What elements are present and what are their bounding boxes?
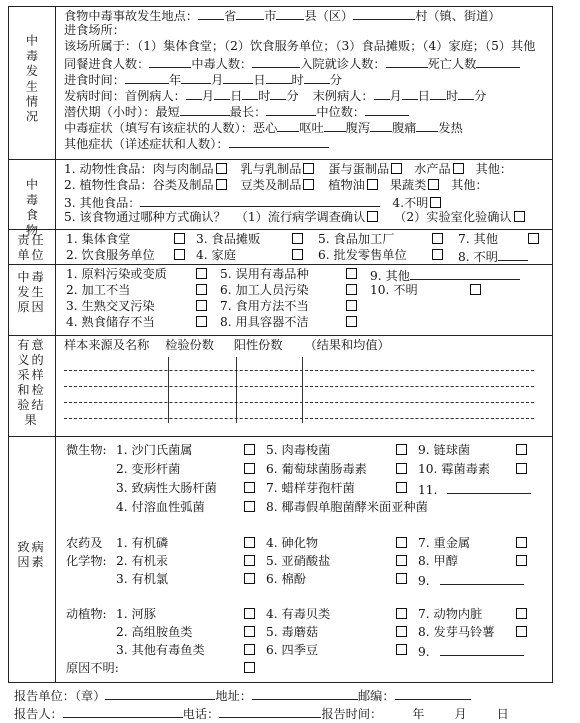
report-unit-field[interactable] xyxy=(105,688,215,700)
food-section xyxy=(64,163,556,227)
micro-checkbox[interactable] xyxy=(516,444,527,455)
hour-label: 时 xyxy=(445,89,459,103)
minute-label: 分 xyxy=(474,89,487,103)
fever-label: 发热 xyxy=(438,121,463,135)
chem-option: 1. 有机磷 xyxy=(116,536,169,550)
first-hour-field[interactable] xyxy=(242,88,258,100)
unknown-food-option: 4.不明 xyxy=(392,196,429,210)
fruit-veg-option: 果蔬类 xyxy=(389,178,427,192)
animal-checkbox[interactable] xyxy=(516,608,527,619)
hour-label: 时 xyxy=(258,89,271,103)
unit-unknown-field[interactable] xyxy=(498,249,528,261)
unknown-food-checkbox[interactable] xyxy=(430,197,441,208)
micro-option: 7. 蜡样芽孢杆菌 xyxy=(266,481,355,495)
micro-option: 10. 霉菌毒素 xyxy=(418,462,491,476)
animal-option: 6. 四季豆 xyxy=(266,643,319,657)
unit-family xyxy=(196,249,236,263)
province-label: 省 xyxy=(224,9,237,23)
label-text: 有意义的采样和检验结果 xyxy=(17,338,46,427)
venue-type-options: 该场所属于：（1）集体食堂；（2）饮食服务单位；（3）食品摊贩；（4）家庭；（5）其他 xyxy=(64,39,536,53)
sampling-rows xyxy=(64,357,556,427)
location-line xyxy=(64,8,556,24)
header-tested: 检验份数 xyxy=(165,338,214,352)
incubation-median-field[interactable] xyxy=(365,104,409,116)
micro-option: 5. 肉毒梭菌 xyxy=(266,443,331,457)
last-minute-field[interactable] xyxy=(458,88,474,100)
oil-checkbox[interactable] xyxy=(367,179,378,190)
reporter-field[interactable] xyxy=(63,706,183,718)
diners-field[interactable] xyxy=(149,56,191,68)
chem-checkbox[interactable] xyxy=(516,555,527,566)
sample-row[interactable] xyxy=(64,393,534,403)
animal-checkbox[interactable] xyxy=(396,644,407,655)
onset-line xyxy=(64,88,556,104)
symptoms-line xyxy=(64,120,556,136)
report-month-label: 月 xyxy=(454,707,467,721)
footer-line-2 xyxy=(14,706,570,722)
other-food-field[interactable] xyxy=(140,195,380,207)
grain-checkbox[interactable] xyxy=(216,179,227,190)
report-year-label: 年 xyxy=(412,707,425,721)
incubation-min-label: 潜伏期（小时）：最短 xyxy=(64,105,180,119)
label-text: 致病因素 xyxy=(17,540,46,569)
other-plant-option: 其他： xyxy=(451,178,488,192)
first-day-field[interactable] xyxy=(214,88,230,100)
seafood-option: 水产品 xyxy=(414,162,451,176)
report-unit-label: 报告单位：（章） xyxy=(14,689,106,703)
chem-checkbox[interactable] xyxy=(396,537,407,548)
poisoned-field[interactable] xyxy=(252,56,300,68)
incubation-max-label: 最长： xyxy=(229,105,267,119)
diarrhea-field[interactable] xyxy=(370,120,392,132)
incubation-median-label: 中位数： xyxy=(316,105,366,119)
option-label: 1. 集体食堂 xyxy=(66,232,131,246)
pain-field[interactable] xyxy=(416,120,438,132)
county-field[interactable] xyxy=(276,8,304,20)
sample-row[interactable] xyxy=(64,409,534,419)
micro-checkbox[interactable] xyxy=(516,463,527,474)
report-day-label: 日 xyxy=(496,707,509,721)
animal-option: 4. 有毒贝类 xyxy=(266,607,331,621)
cause-option: 3. 生熟交叉污染 xyxy=(66,299,155,313)
phone-field[interactable] xyxy=(219,706,321,718)
minute-label: 分 xyxy=(329,73,342,87)
unit-catering-checkbox[interactable] xyxy=(172,249,185,263)
label-text: 中毒发生情况 xyxy=(24,34,39,126)
zip-label: 邮编： xyxy=(357,689,395,703)
cause-checkbox[interactable] xyxy=(346,300,357,311)
location-label: 食物中毒事故发生地点： xyxy=(64,9,199,23)
diners-label: 同餐进食人数： xyxy=(64,57,150,71)
egg-checkbox[interactable] xyxy=(391,163,402,174)
first-month-field[interactable] xyxy=(186,88,202,100)
nausea-field[interactable] xyxy=(277,120,299,132)
chem-option: 4. 砷化物 xyxy=(266,536,319,550)
cause-checkbox[interactable] xyxy=(346,268,357,279)
divider xyxy=(8,436,553,437)
option-label: 8. 不明 xyxy=(458,250,498,264)
animal-food-line xyxy=(64,163,556,179)
pain-label: 腹痛 xyxy=(392,121,417,135)
hospital-field[interactable] xyxy=(386,56,428,68)
micro-option: 1. 沙门氏菌属 xyxy=(116,443,193,457)
animal-checkbox[interactable] xyxy=(396,626,407,637)
sample-row[interactable] xyxy=(64,361,534,371)
unit-canteen xyxy=(66,233,130,247)
village-field[interactable] xyxy=(353,8,415,20)
vomit-field[interactable] xyxy=(324,120,346,132)
section-label-pathogen xyxy=(8,540,55,570)
animal-other-field[interactable] xyxy=(440,644,524,656)
epi-confirm-option: （1）流行病学调查确认 xyxy=(235,210,366,224)
header-result: （结果和均值） xyxy=(304,338,390,352)
cause-checkbox[interactable] xyxy=(346,284,357,295)
incubation-max-field[interactable] xyxy=(266,104,316,116)
sample-row[interactable] xyxy=(64,377,534,387)
other-symptoms-label: 其他症状（详述症状和人数）： xyxy=(64,137,229,151)
minute-label: 分 xyxy=(286,89,299,103)
cause-option: 6. 加工人员污染 xyxy=(220,283,309,297)
last-case-label: 末例病人： xyxy=(312,89,374,103)
micro-option: 2. 变形杆菌 xyxy=(116,462,181,476)
first-minute-field[interactable] xyxy=(270,88,286,100)
divider xyxy=(8,229,553,230)
label-text: 中毒发生原因 xyxy=(17,270,46,314)
seafood-checkbox[interactable] xyxy=(453,163,464,174)
micro-option: 9. 链球菌 xyxy=(418,443,471,457)
incubation-min-field[interactable] xyxy=(180,104,230,116)
unit-other xyxy=(458,233,498,247)
last-day-field[interactable] xyxy=(402,88,418,100)
cause-option: 9. 其他 xyxy=(370,269,410,283)
plant-food-line xyxy=(64,179,556,195)
hour-label: 时 xyxy=(291,73,304,87)
month-field[interactable] xyxy=(181,72,211,84)
animal-checkbox[interactable] xyxy=(516,626,527,637)
month-label: 月 xyxy=(389,89,402,103)
chem-label: 农药及 xyxy=(66,536,103,550)
other-food-line xyxy=(64,195,556,211)
chem-option: 2. 有机汞 xyxy=(116,554,169,568)
chem-checkbox[interactable] xyxy=(396,555,407,566)
section-label-responsible xyxy=(8,233,55,263)
chem-checkbox[interactable] xyxy=(244,573,255,584)
city-field[interactable] xyxy=(236,8,264,20)
oil-option: 植物油 xyxy=(328,178,365,192)
poisoned-label: 中毒人数： xyxy=(191,57,253,71)
micro-other-field[interactable] xyxy=(447,482,531,494)
micro-checkbox[interactable] xyxy=(244,482,255,493)
unit-unknown xyxy=(458,249,528,265)
micro-option: 4. 付溶血性弧菌 xyxy=(116,500,205,514)
zip-field[interactable] xyxy=(395,688,471,700)
month-label: 月 xyxy=(211,73,224,87)
cause-option: 8. 用具容器不洁 xyxy=(220,315,309,329)
headcount-line xyxy=(64,56,556,72)
meat-option: 1. 动物性食品：肉与肉制品 xyxy=(64,162,214,176)
year-label: 年 xyxy=(168,73,182,87)
chem-option: 6. 棉酚 xyxy=(266,572,306,586)
month-label: 月 xyxy=(201,89,215,103)
hospital-label: 入院就诊人数： xyxy=(300,57,386,71)
option-label: 3. 食品摊贩 xyxy=(196,232,261,246)
venue-type-line xyxy=(64,40,556,56)
bean-checkbox[interactable] xyxy=(303,179,314,190)
other-symptoms-field[interactable] xyxy=(229,136,329,148)
death-field[interactable] xyxy=(476,56,520,68)
animal-option: 3. 其他有毒鱼类 xyxy=(116,643,205,657)
micro-option: 6. 葡萄球菌肠毒素 xyxy=(266,462,367,476)
epi-confirm-checkbox[interactable] xyxy=(367,211,378,222)
micro-option: 8. 椰毒假单胞菌酵米面亚种菌 xyxy=(266,500,428,514)
animal-checkbox[interactable] xyxy=(244,608,255,619)
occurrence-section xyxy=(64,8,556,152)
last-hour-field[interactable] xyxy=(430,88,446,100)
address-field[interactable] xyxy=(252,688,358,700)
chem-checkbox[interactable] xyxy=(396,573,407,584)
vomit-label: 呕吐 xyxy=(299,121,324,135)
fruit-veg-checkbox[interactable] xyxy=(428,179,439,190)
cause-checkbox[interactable] xyxy=(196,284,207,295)
animal-checkbox[interactable] xyxy=(244,626,255,637)
other-symptoms-line xyxy=(64,136,556,152)
chem-option: 3. 有机氯 xyxy=(116,572,169,586)
chem-checkbox[interactable] xyxy=(516,537,527,548)
unknown-cause-label: 原因不明: xyxy=(66,661,119,675)
animal-option: 5. 毒蘑菇 xyxy=(266,625,319,639)
cause-option: 4. 熟食储存不当 xyxy=(66,315,155,329)
egg-option: 蛋与蛋制品 xyxy=(328,162,390,176)
bean-option: 豆类及制品 xyxy=(240,178,302,192)
section-label-food xyxy=(8,178,55,239)
chem-label: 化学物: xyxy=(66,554,107,568)
day-label: 日 xyxy=(417,89,430,103)
report-time-label: 报告时间： xyxy=(321,707,383,721)
cause-option: 1. 原料污染或变质 xyxy=(66,267,167,281)
sampling-section xyxy=(64,339,556,427)
cause-checkbox[interactable] xyxy=(470,284,481,295)
chem-option: 9. xyxy=(418,574,430,588)
animal-checkbox[interactable] xyxy=(396,608,407,619)
chem-option: 5. 亚硝酸盐 xyxy=(266,554,331,568)
chem-checkbox[interactable] xyxy=(244,555,255,566)
unknown-cause-checkbox[interactable] xyxy=(244,662,255,673)
micro-checkbox[interactable] xyxy=(244,501,255,512)
day-label: 日 xyxy=(230,89,243,103)
label-column-divider xyxy=(55,6,56,683)
village-label: 村（镇、街道） xyxy=(415,9,501,23)
phone-label: 电话： xyxy=(182,707,220,721)
sampling-headers xyxy=(64,339,556,355)
unit-factory xyxy=(318,233,394,247)
unit-other-checkbox[interactable] xyxy=(526,233,539,247)
meat-checkbox[interactable] xyxy=(216,163,227,174)
cause-checkbox[interactable] xyxy=(346,316,357,327)
city-label: 市 xyxy=(264,9,277,23)
cause-option: 7. 食用方法不当 xyxy=(220,299,309,313)
option-label: 2. 饮食服务单位 xyxy=(66,248,155,262)
chem-option: 7. 重金属 xyxy=(418,536,471,550)
cause-option: 5. 误用有毒品种 xyxy=(220,267,309,281)
animal-checkbox[interactable] xyxy=(244,644,255,655)
death-label: 死亡人数 xyxy=(427,57,477,71)
other-food-label: 3. 其他食品： xyxy=(64,196,141,210)
unit-catering xyxy=(66,249,155,263)
dairy-checkbox[interactable] xyxy=(303,163,314,174)
venue-label: 进食场所： xyxy=(64,23,125,37)
chem-option: 8. 甲醇 xyxy=(418,554,458,568)
divider xyxy=(8,335,553,336)
diarrhea-label: 腹泻 xyxy=(345,121,371,135)
chem-checkbox[interactable] xyxy=(244,537,255,548)
cause-option: 2. 加工不当 xyxy=(66,283,131,297)
cause-option: 10. 不明 xyxy=(370,283,418,297)
cause-checkbox[interactable] xyxy=(196,268,207,279)
minute-field[interactable] xyxy=(304,72,330,84)
unit-family-checkbox[interactable] xyxy=(290,249,303,263)
confirmation-line xyxy=(64,211,556,227)
county-label: 县（区） xyxy=(304,9,354,23)
reporter-label: 报告人： xyxy=(14,707,63,721)
address-label: 地址： xyxy=(215,689,252,703)
footer-line-1 xyxy=(14,688,570,704)
micro-option: 3. 致病性大肠杆菌 xyxy=(116,481,217,495)
lab-confirm-option: （2）实验室化验确认 xyxy=(394,210,512,224)
section-label-cause xyxy=(8,270,55,315)
micro-checkbox[interactable] xyxy=(244,444,255,455)
header-source: 样本来源及名称 xyxy=(64,338,150,352)
year-field[interactable] xyxy=(125,72,169,84)
meal-time-line xyxy=(64,72,556,88)
cause-other-field[interactable] xyxy=(410,268,520,280)
day-field[interactable] xyxy=(223,72,253,84)
label-text: 中毒食物 xyxy=(24,178,39,239)
dairy-option: 乳与乳制品 xyxy=(240,162,302,176)
option-label: 5. 食品加工厂 xyxy=(318,232,395,246)
animal-option: 8. 发芽马铃薯 xyxy=(418,625,495,639)
animal-option: 1. 河豚 xyxy=(116,607,156,621)
micro-checkbox[interactable] xyxy=(396,444,407,455)
unit-factory-checkbox[interactable] xyxy=(430,233,443,247)
micro-checkbox[interactable] xyxy=(396,482,407,493)
other-animal-option: 其他： xyxy=(475,162,513,176)
province-field[interactable] xyxy=(198,8,224,20)
lab-confirm-checkbox[interactable] xyxy=(514,211,525,222)
unit-stall xyxy=(196,233,260,247)
micro-label: 微生物: xyxy=(66,443,107,457)
unit-canteen-checkbox[interactable] xyxy=(172,233,185,247)
chem-other-field[interactable] xyxy=(440,573,524,585)
header-positive: 阳性份数 xyxy=(233,338,283,352)
animal-option: 7. 动物内脏 xyxy=(418,607,483,621)
day-label: 日 xyxy=(253,73,266,87)
option-label: 7. 其他 xyxy=(458,232,498,246)
cause-checkbox[interactable] xyxy=(196,300,207,311)
label-text: 责任单位 xyxy=(17,233,46,262)
micro-option: 11. xyxy=(418,483,438,497)
divider xyxy=(8,159,553,160)
animal-label: 动植物: xyxy=(66,607,107,621)
first-case-label: 发病时间：首例病人： xyxy=(64,89,186,103)
unit-retail-checkbox[interactable] xyxy=(430,249,443,263)
micro-checkbox[interactable] xyxy=(244,463,255,474)
section-label-sampling xyxy=(8,338,55,428)
unit-retail xyxy=(318,249,407,263)
nausea-label: 中毒症状（填写有该症状的人数）：恶心 xyxy=(64,121,278,135)
incubation-line xyxy=(64,104,556,120)
option-label: 4. 家庭 xyxy=(196,248,236,262)
animal-option: 9. xyxy=(418,645,430,659)
animal-option: 2. 高组胺鱼类 xyxy=(116,625,193,639)
section-label-occurrence xyxy=(8,34,55,125)
micro-checkbox[interactable] xyxy=(396,463,407,474)
option-label: 6. 批发零售单位 xyxy=(318,248,407,262)
cause-checkbox[interactable] xyxy=(196,316,207,327)
venue-line xyxy=(64,24,556,40)
meal-time-label: 进食时间： xyxy=(64,73,125,87)
grain-option: 2. 植物性食品：谷类及制品 xyxy=(64,178,214,192)
hour-field[interactable] xyxy=(266,72,292,84)
last-month-field[interactable] xyxy=(374,88,390,100)
unit-stall-checkbox[interactable] xyxy=(290,233,303,247)
confirm-question: 5. 该食物通过哪种方式确认？ xyxy=(64,210,226,224)
